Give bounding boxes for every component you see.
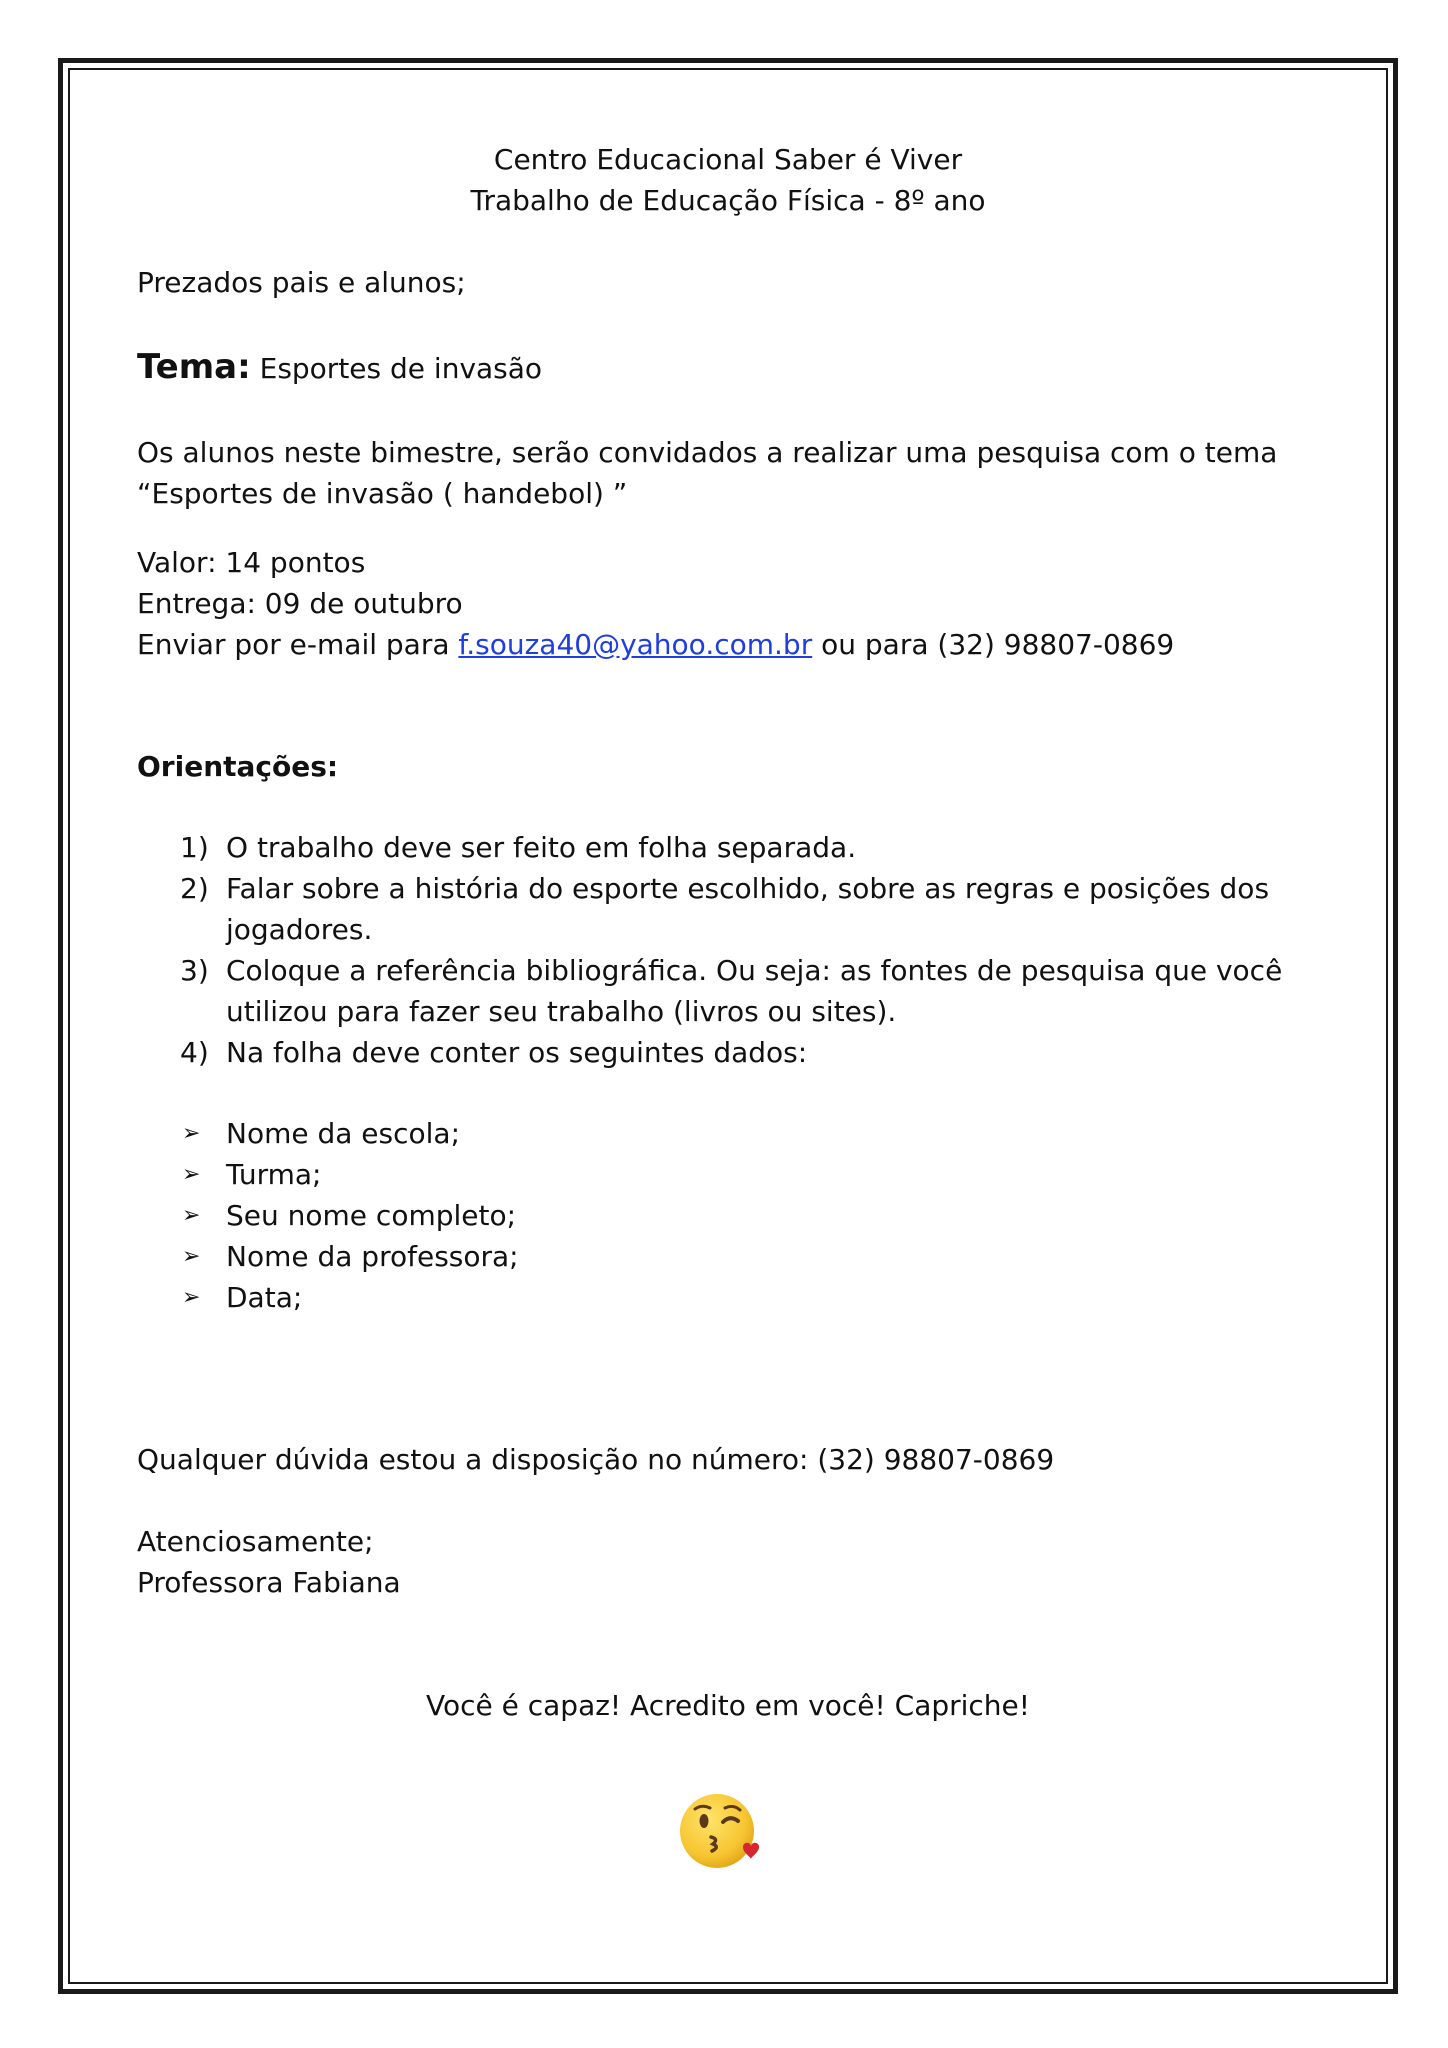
valor: Valor: 14 pontos [137,546,366,579]
arrow-bullet-icon: ➢ [182,1203,201,1228]
list-number: 3) [180,954,209,987]
enviar-line [137,625,1174,665]
arrow-bullet-icon: ➢ [182,1162,201,1187]
bullet-item: Nome da escola; [226,1117,461,1150]
bullet-item: Seu nome completo; [226,1199,517,1232]
enviar-prefix: Enviar por e-mail para [137,628,450,661]
contact-line: Qualquer dúvida estou a disposição no número: (32) 98807-0869 [137,1443,1055,1476]
face-blowing-kiss-icon [677,1791,769,1871]
salutation: Atenciosamente; [137,1525,374,1558]
arrow-bullet-icon: ➢ [182,1285,201,1310]
bullet-item: Nome da professora; [226,1240,519,1273]
list-item-continuation: utilizou para fazer seu trabalho (livros ou sites). [226,995,897,1028]
assignment-title: Trabalho de Educação Física - 8º ano [470,184,986,217]
list-item: Falar sobre a história do esporte escolhido, sobre as regras e posições dos [226,872,1270,905]
tema-value: Esportes de invasão [259,352,543,385]
list-item: Coloque a referência bibliográfica. Ou seja: as fontes de pesquisa que você [226,954,1283,987]
list-number: 2) [180,872,209,905]
tema-line [137,347,542,389]
list-number: 1) [180,831,209,864]
list-item-continuation: jogadores. [226,913,373,946]
list-item: O trabalho deve ser feito em folha separada. [226,831,857,864]
bullet-item: Data; [226,1281,303,1314]
motivation-line: Você é capaz! Acredito em você! Capriche! [425,1689,1031,1722]
intro-line-2: “Esportes de invasão ( handebol) ” [137,477,628,510]
school-name: Centro Educacional Saber é Viver [493,143,963,176]
greeting: Prezados pais e alunos; [137,266,466,299]
list-number: 4) [180,1036,209,1069]
list-item: Na folha deve conter os seguintes dados: [226,1036,808,1069]
arrow-bullet-icon: ➢ [182,1244,201,1269]
bullet-item: Turma; [226,1158,322,1191]
signature: Professora Fabiana [137,1566,401,1599]
enviar-suffix: ou para (32) 98807-0869 [821,628,1175,661]
orientacoes-title: Orientações: [137,750,339,783]
email-link[interactable]: f.souza40@yahoo.com.br [458,628,813,661]
entrega: Entrega: 09 de outubro [137,587,463,620]
intro-line-1: Os alunos neste bimestre, serão convidados a realizar uma pesquisa com o tema [137,436,1278,469]
arrow-bullet-icon: ➢ [182,1121,201,1146]
tema-label: Tema: [137,347,251,387]
